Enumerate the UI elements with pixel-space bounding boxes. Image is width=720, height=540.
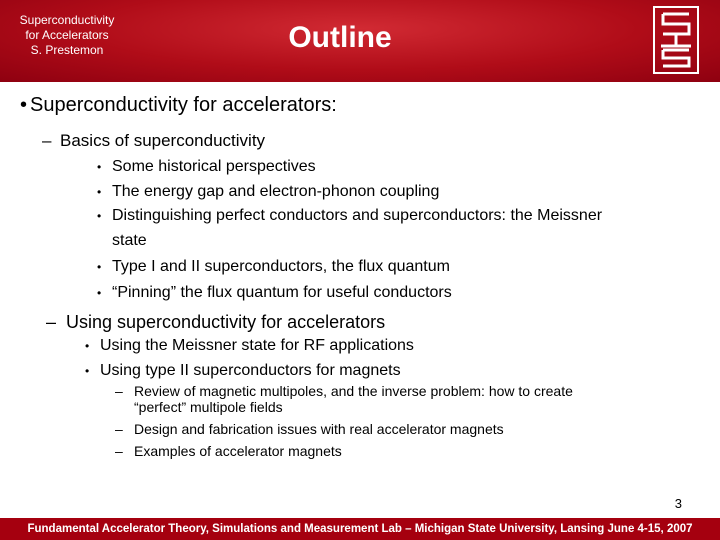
list-item — [97, 180, 440, 205]
outline-main-point — [20, 94, 337, 117]
section-heading-text: Basics of superconductivity — [60, 131, 266, 150]
course-info — [6, 13, 128, 58]
sub-list-item — [115, 443, 342, 460]
bullet-icon: • — [20, 94, 28, 116]
author-name: S. Prestemon — [30, 43, 104, 57]
slide-header — [0, 0, 720, 82]
sub-list-item-text: Review of magnetic multipoles, and the inverse problem: how to create — [134, 383, 573, 399]
section-heading — [42, 131, 266, 151]
bullet-icon: • — [97, 286, 102, 300]
sub-list-item-text: Design and fabrication issues with real accelerator magnets — [134, 421, 504, 437]
course-title-line2: for Accelerators — [25, 28, 109, 42]
bullet-icon: • — [85, 339, 90, 353]
sub-list-item — [115, 383, 573, 400]
bullet-icon: • — [85, 363, 90, 378]
dash-bullet-icon: – — [115, 421, 123, 437]
bullet-icon: • — [97, 209, 102, 223]
bullet-icon: • — [97, 160, 102, 174]
list-item-text: “Pinning” the flux quantum for useful conductors — [112, 284, 452, 301]
sub-list-item-text: “perfect” multipole fields — [134, 399, 283, 415]
list-item — [97, 281, 452, 306]
list-item-continuation — [112, 229, 147, 254]
sub-list-item-text: Examples of accelerator magnets — [134, 443, 342, 459]
list-item — [97, 255, 450, 280]
list-item-text: state — [112, 231, 147, 249]
list-item — [85, 334, 414, 359]
institution-logo-icon — [653, 6, 699, 74]
slide-title: Outline — [288, 21, 392, 54]
slide-footer: Fundamental Accelerator Theory, Simulations and Measurement Lab – Michigan State University, Lansing June 4-15, 2007 — [0, 518, 720, 540]
page-number: 3 — [674, 496, 682, 511]
list-item — [97, 204, 603, 229]
list-item — [85, 359, 401, 384]
dash-bullet-icon: – — [115, 443, 123, 459]
bullet-icon: • — [97, 184, 102, 199]
list-item-text: Type I and II superconductors, the flux quantum — [112, 258, 450, 275]
dash-bullet-icon: – — [46, 312, 57, 332]
sub-list-item-continuation — [134, 400, 283, 416]
dash-bullet-icon: – — [115, 383, 123, 399]
list-item-text: The energy gap and electron-phonon coupling — [112, 182, 440, 200]
course-title-line1: Superconductivity — [19, 13, 115, 27]
list-item-text: Using the Meissner state for RF applications — [100, 337, 414, 354]
list-item-text: Some historical perspectives — [112, 158, 316, 175]
dash-bullet-icon: – — [42, 131, 52, 150]
bullet-icon: • — [97, 260, 102, 274]
list-item-text: Using type II superconductors for magnets — [100, 361, 401, 379]
main-point-text: Superconductivity for accelerators: — [30, 94, 337, 116]
list-item-text: Distinguishing perfect conductors and superconductors: the Meissner — [112, 207, 603, 224]
section-heading-text: Using superconductivity for accelerators — [66, 312, 386, 332]
section-heading — [46, 312, 386, 333]
sub-list-item — [115, 421, 504, 438]
list-item — [97, 155, 316, 180]
